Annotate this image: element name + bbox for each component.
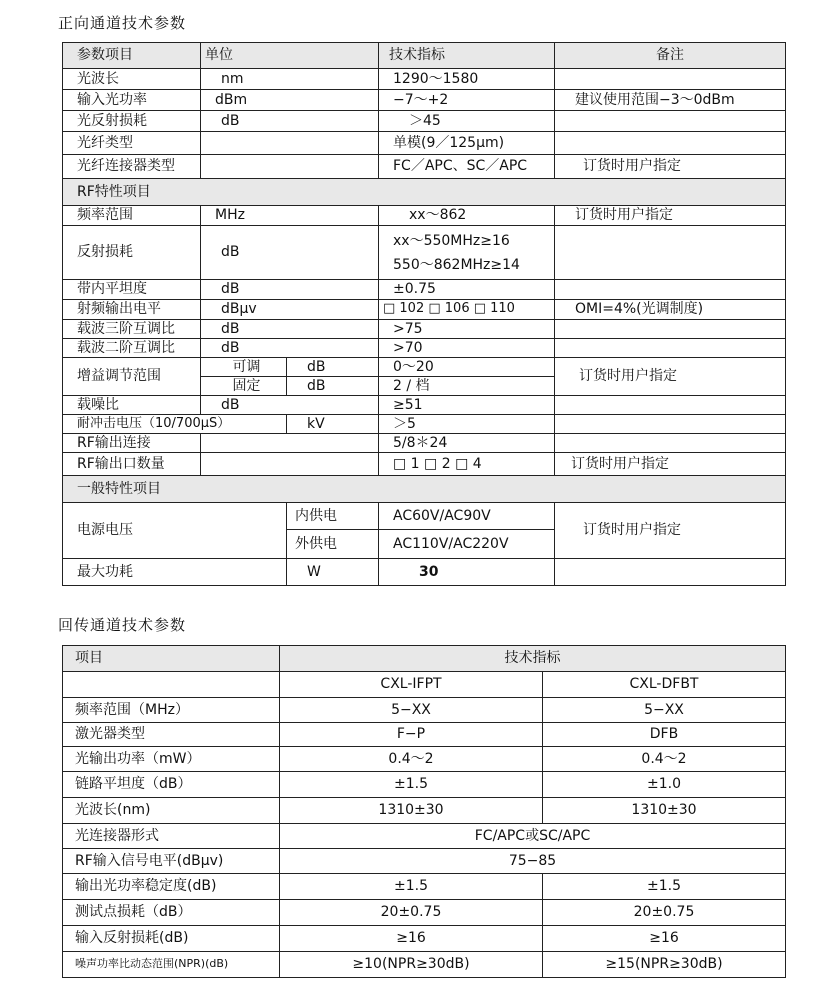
param-name: 频率范围 — [63, 206, 201, 226]
param-name: 光纤类型 — [63, 132, 201, 155]
return-header-row — [63, 646, 786, 672]
table-row — [63, 503, 786, 530]
param-note: 订货时用户指定 — [555, 155, 786, 179]
param-name: 增益调节范围 — [63, 358, 201, 396]
param-unit: dB — [201, 339, 379, 358]
param-note: 订货时用户指定 — [555, 206, 786, 226]
param-unit: nm — [201, 69, 379, 90]
section-row — [63, 179, 786, 206]
model-name: CXL-DFBT — [543, 672, 786, 698]
param-name: 测试点损耗（dB） — [63, 900, 280, 926]
table-row — [63, 874, 786, 900]
param-unit: W — [287, 559, 379, 586]
param-spec — [379, 226, 555, 280]
table-row — [63, 824, 786, 849]
param-value: FC/APC或SC/APC — [280, 824, 786, 849]
param-value: 20±0.75 — [280, 900, 543, 926]
param-value: 1310±30 — [280, 798, 543, 824]
param-value: 5−XX — [543, 698, 786, 723]
param-spec: −7～+2 — [379, 90, 555, 111]
param-spec: 2 / 档 — [379, 377, 555, 396]
param-spec: 0～20 — [379, 358, 555, 377]
internal-power-label: 内供电 — [287, 503, 379, 530]
param-name: 输入反射损耗(dB) — [63, 926, 280, 952]
param-spec: ±0.75 — [379, 280, 555, 300]
spec-line: 550～862MHz≥14 — [393, 256, 520, 273]
table-row — [63, 415, 786, 434]
table-row — [63, 206, 786, 226]
table-row — [63, 453, 786, 476]
table-row — [63, 849, 786, 874]
forward-spec-table — [62, 42, 786, 586]
param-note: 订货时用户指定 — [555, 358, 786, 396]
gain-adjustable-label: 可调 — [201, 358, 287, 377]
param-name: 反射损耗 — [63, 226, 201, 280]
table-row — [63, 111, 786, 132]
model-name: CXL-IFPT — [280, 672, 543, 698]
param-name: 噪声功率比动态范围(NPR)(dB) — [63, 952, 280, 978]
param-unit: MHz — [201, 206, 379, 226]
param-name: 激光器类型 — [63, 723, 280, 747]
param-unit: dB — [201, 320, 379, 339]
param-note: 订货时用户指定 — [555, 453, 786, 476]
param-value: 5−XX — [280, 698, 543, 723]
table-row — [63, 723, 786, 747]
param-unit: kV — [287, 415, 379, 434]
external-power-label: 外供电 — [287, 530, 379, 559]
model-blank — [63, 672, 280, 698]
param-spec: >75 — [379, 320, 555, 339]
param-spec: 5/8＊24 — [379, 434, 555, 453]
model-row — [63, 672, 786, 698]
param-value: 0.4～2 — [280, 747, 543, 772]
header-spec: 技术指标 — [379, 43, 555, 69]
param-value: ≥15(NPR≥30dB) — [543, 952, 786, 978]
param-value: F−P — [280, 723, 543, 747]
table-row — [63, 926, 786, 952]
table-row — [63, 396, 786, 415]
table-row — [63, 90, 786, 111]
param-spec: □ 102 □ 106 □ 110 — [379, 300, 555, 320]
param-value: ≥16 — [280, 926, 543, 952]
header-unit: 单位 — [201, 43, 379, 69]
param-unit: dB — [201, 111, 379, 132]
param-note — [555, 320, 786, 339]
param-note — [555, 111, 786, 132]
param-name: 频率范围（MHz） — [63, 698, 280, 723]
param-note: 建议使用范围−3～0dBm — [555, 90, 786, 111]
table-row — [63, 226, 786, 280]
forward-section-title: 正向通道技术参数 — [58, 14, 187, 32]
return-section-title: 回传通道技术参数 — [58, 616, 187, 634]
header-note: 备注 — [555, 43, 786, 69]
param-name: RF输出连接 — [63, 434, 201, 453]
param-note — [555, 69, 786, 90]
param-unit — [201, 453, 379, 476]
table-row — [63, 434, 786, 453]
header-item: 项目 — [63, 646, 280, 672]
table-row — [63, 798, 786, 824]
param-spec: FC／APC、SC／APC — [379, 155, 555, 179]
param-note — [555, 396, 786, 415]
param-value: 75−85 — [280, 849, 786, 874]
param-unit: dB — [287, 377, 379, 396]
param-value: 0.4～2 — [543, 747, 786, 772]
param-name: RF输出口数量 — [63, 453, 201, 476]
param-spec: xx～862 — [379, 206, 555, 226]
table-row — [63, 698, 786, 723]
param-value: 20±0.75 — [543, 900, 786, 926]
param-note — [555, 339, 786, 358]
param-unit: dB — [201, 280, 379, 300]
table-row — [63, 747, 786, 772]
param-unit: dBm — [201, 90, 379, 111]
param-name: 带内平坦度 — [63, 280, 201, 300]
param-name: 光波长(nm) — [63, 798, 280, 824]
param-name: 电源电压 — [63, 503, 287, 559]
table-row — [63, 132, 786, 155]
spec-line: xx～550MHz≥16 — [393, 232, 510, 249]
table-row — [63, 69, 786, 90]
param-value: ±1.5 — [543, 874, 786, 900]
param-name: 光输出功率（mW） — [63, 747, 280, 772]
header-spec: 技术指标 — [280, 646, 786, 672]
param-name: 光纤连接器类型 — [63, 155, 201, 179]
param-note: OMI=4%(光调制度) — [555, 300, 786, 320]
param-value: ≥10(NPR≥30dB) — [280, 952, 543, 978]
table-row — [63, 772, 786, 798]
table-row — [63, 900, 786, 926]
table-row — [63, 280, 786, 300]
return-spec-table — [62, 645, 786, 978]
param-spec: 单模(9／125μm) — [379, 132, 555, 155]
param-value: ±1.5 — [280, 772, 543, 798]
table-row — [63, 300, 786, 320]
gain-fixed-label: 固定 — [201, 377, 287, 396]
table-row — [63, 339, 786, 358]
param-name: 输入光功率 — [63, 90, 201, 111]
rf-section-title: RF特性项目 — [63, 179, 786, 206]
param-unit: dB — [287, 358, 379, 377]
param-note — [555, 226, 786, 280]
param-spec: ＞5 — [379, 415, 555, 434]
param-spec: 1290～1580 — [379, 69, 555, 90]
forward-header-row — [63, 43, 786, 69]
param-name: 光波长 — [63, 69, 201, 90]
param-spec: >70 — [379, 339, 555, 358]
param-note — [555, 415, 786, 434]
param-spec: ＞45 — [379, 111, 555, 132]
param-name: 输出光功率稳定度(dB) — [63, 874, 280, 900]
param-name: 耐冲击电压（10/700μS） — [63, 415, 287, 434]
table-row — [63, 952, 786, 978]
param-unit — [201, 132, 379, 155]
param-unit — [201, 434, 379, 453]
param-name: 链路平坦度（dB） — [63, 772, 280, 798]
param-value: ±1.0 — [543, 772, 786, 798]
param-name: RF输入信号电平(dBμv) — [63, 849, 280, 874]
table-row — [63, 358, 786, 377]
param-note — [555, 434, 786, 453]
param-note — [555, 132, 786, 155]
param-name: 载噪比 — [63, 396, 201, 415]
param-name: 光反射损耗 — [63, 111, 201, 132]
param-name: 射频输出电平 — [63, 300, 201, 320]
param-name: 载波三阶互调比 — [63, 320, 201, 339]
param-unit: dB — [201, 226, 379, 280]
param-spec: AC60V/AC90V — [379, 503, 555, 530]
table-row — [63, 320, 786, 339]
param-spec: AC110V/AC220V — [379, 530, 555, 559]
param-note: 订货时用户指定 — [555, 503, 786, 559]
param-unit: dBμv — [201, 300, 379, 320]
param-value: ±1.5 — [280, 874, 543, 900]
param-unit: dB — [201, 396, 379, 415]
param-unit — [201, 155, 379, 179]
table-row — [63, 559, 786, 586]
param-name: 最大功耗 — [63, 559, 287, 586]
param-value: DFB — [543, 723, 786, 747]
param-name: 光连接器形式 — [63, 824, 280, 849]
general-section-title: 一般特性项目 — [63, 476, 786, 503]
param-spec: ≥51 — [379, 396, 555, 415]
table-row — [63, 155, 786, 179]
param-note — [555, 280, 786, 300]
param-spec: 30 — [379, 559, 555, 586]
param-note — [555, 559, 786, 586]
param-spec: □ 1 □ 2 □ 4 — [379, 453, 555, 476]
header-param: 参数项目 — [63, 43, 201, 69]
param-value: 1310±30 — [543, 798, 786, 824]
param-value: ≥16 — [543, 926, 786, 952]
section-row — [63, 476, 786, 503]
param-name: 载波二阶互调比 — [63, 339, 201, 358]
